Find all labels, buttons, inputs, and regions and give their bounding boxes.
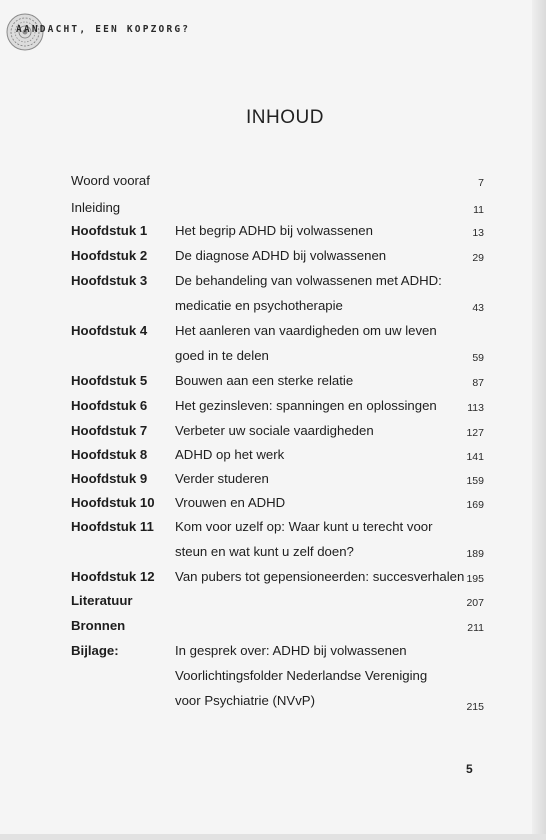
toc-entry-label: Hoofdstuk 5 — [71, 373, 148, 388]
toc-entry-page: 195 — [466, 573, 484, 585]
toc-entry-label: Hoofdstuk 1 — [71, 223, 148, 238]
toc-entry-label: Hoofdstuk 9 — [71, 471, 148, 486]
toc-entry-page: 29 — [472, 252, 484, 264]
toc-entry-label: Literatuur — [71, 593, 133, 608]
toc-entry-title: Kom voor uzelf op: Waar kunt u terecht voor — [175, 519, 433, 534]
toc-entry-title: Van pubers tot gepensioneerden: succesverhalen — [175, 569, 465, 584]
toc-entry-label: Hoofdstuk 2 — [71, 248, 148, 263]
toc-entry-label: Bronnen — [71, 618, 126, 633]
toc-entry-title: goed in te delen — [175, 348, 269, 363]
toc-entry-page: 215 — [466, 701, 484, 713]
toc-entry-title: medicatie en psychotherapie — [175, 298, 343, 313]
toc-entry-label: Hoofdstuk 8 — [71, 447, 148, 462]
toc-entry-page: 59 — [472, 352, 484, 364]
toc-entry-page: 13 — [472, 227, 484, 239]
toc-entry-label: Woord vooraf — [71, 173, 150, 188]
toc-entry-title: Voorlichtingsfolder Nederlandse Vereniging — [175, 668, 428, 683]
toc-entry-title: Verder studeren — [175, 471, 269, 486]
toc-entry-title: De diagnose ADHD bij volwassenen — [175, 248, 387, 263]
toc-entry-label: Hoofdstuk 12 — [71, 569, 155, 584]
toc-entry-title: De behandeling van volwassenen met ADHD: — [175, 273, 442, 288]
toc-entry-page: 127 — [466, 427, 484, 439]
toc-entry-title: Vrouwen en ADHD — [175, 495, 286, 510]
toc-entry-title: steun en wat kunt u zelf doen? — [175, 544, 354, 559]
toc-entry-label: Inleiding — [71, 200, 121, 215]
toc-entry-page: 169 — [466, 499, 484, 511]
toc-entry-label: Hoofdstuk 4 — [71, 323, 148, 338]
toc-entry-page: 113 — [467, 402, 484, 414]
toc-entry-title: Verbeter uw sociale vaardigheden — [175, 423, 374, 438]
toc-entry-label: Hoofdstuk 6 — [71, 398, 148, 413]
toc-entry-title: ADHD op het werk — [175, 447, 285, 462]
toc-entry-label: Hoofdstuk 10 — [71, 495, 155, 510]
page-title: INHOUD — [246, 107, 324, 128]
toc-entry-page: 189 — [466, 548, 484, 560]
running-head: AANDACHT, EEN KOPZORG? — [16, 24, 191, 35]
toc-entry-label: Hoofdstuk 3 — [71, 273, 148, 288]
toc-entry-page: 7 — [478, 177, 484, 189]
toc-entry-title: Het aanleren van vaardigheden om uw leven — [175, 323, 437, 338]
toc-entry-label: Hoofdstuk 11 — [71, 519, 154, 534]
page-bottom-edge — [0, 834, 546, 840]
page-number: 5 — [466, 762, 473, 776]
toc-entry-title: Bouwen aan een sterke relatie — [175, 373, 354, 388]
toc-entry-title: Het begrip ADHD bij volwassenen — [175, 223, 373, 238]
toc-entry-title: Het gezinsleven: spanningen en oplossingen — [175, 398, 437, 413]
toc-entry-label: Bijlage: — [71, 643, 119, 658]
toc-entry-page: 207 — [466, 597, 484, 609]
toc-entry-title: voor Psychiatrie (NVvP) — [175, 693, 315, 708]
toc-entry-page: 87 — [472, 377, 484, 389]
toc-entry-page: 141 — [466, 451, 484, 463]
toc-entry-page: 11 — [473, 204, 484, 216]
toc-entry-page: 159 — [466, 475, 484, 487]
toc-entry-page: 211 — [467, 622, 484, 634]
toc-entry-page: 43 — [472, 302, 484, 314]
toc-entry-label: Hoofdstuk 7 — [71, 423, 148, 438]
toc-entry-title: In gesprek over: ADHD bij volwassenen — [175, 643, 407, 658]
